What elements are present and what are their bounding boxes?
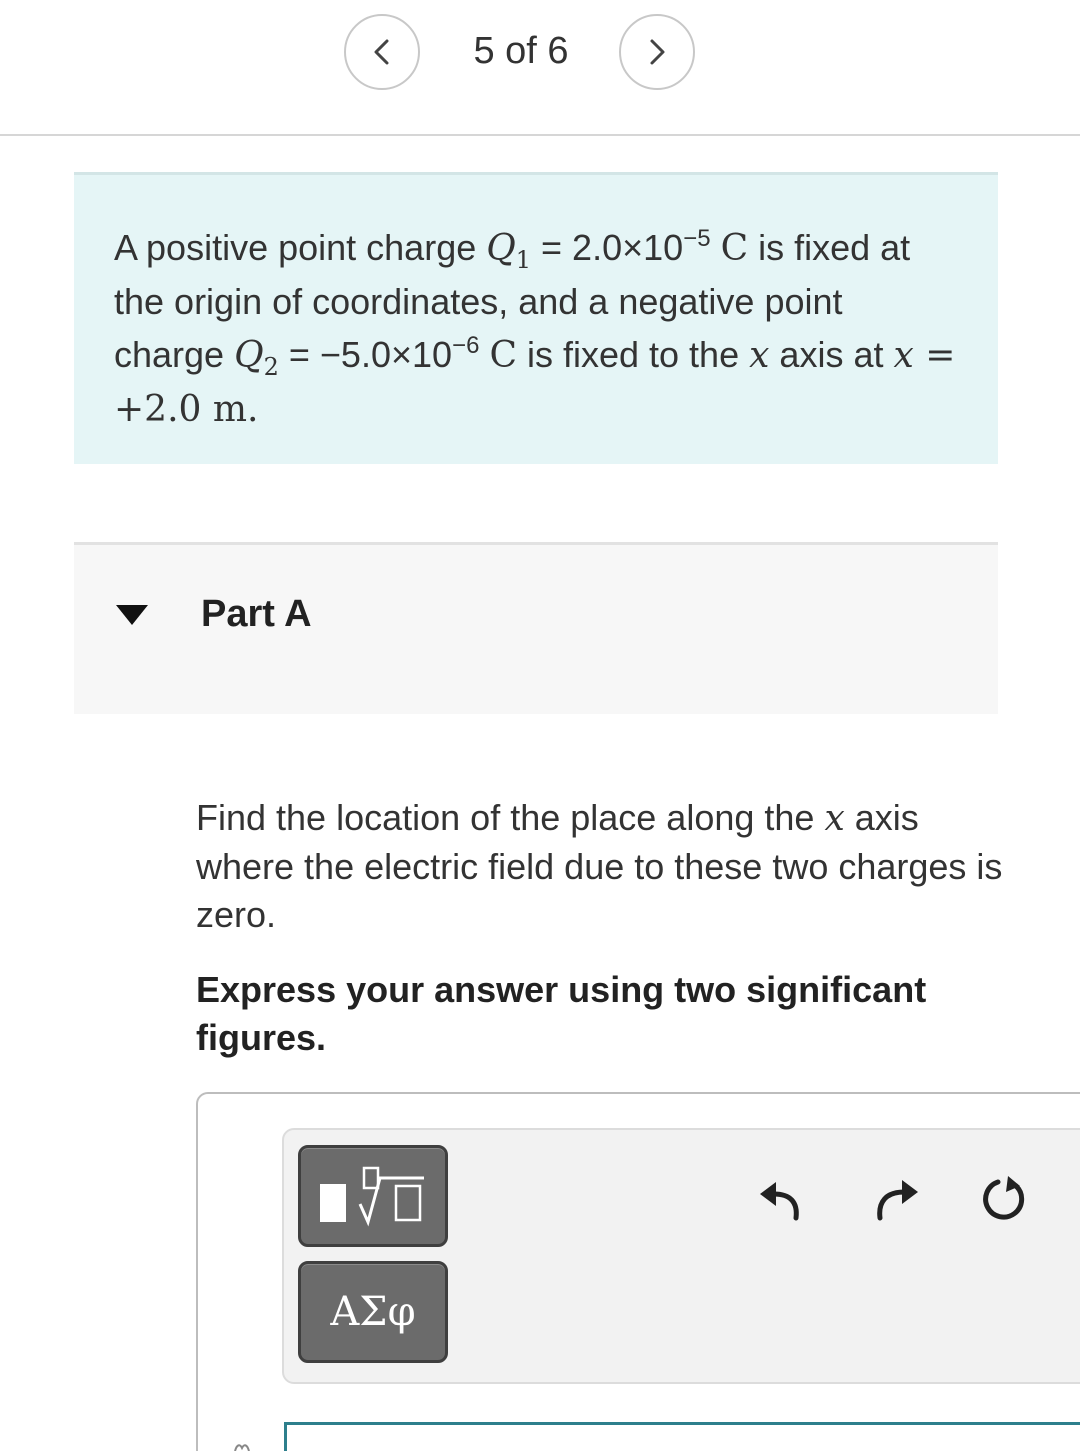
q2-symbol: $Q_2$ bbox=[234, 335, 279, 381]
previous-button[interactable] bbox=[344, 14, 420, 90]
question-text-part: axis where the electric field due to these two charges is zero. bbox=[196, 797, 1003, 935]
math-templates-icon bbox=[314, 1164, 432, 1228]
answer-instruction: Express your answer using two significant figures. bbox=[196, 969, 927, 1058]
problem-text-part: is fixed at the origin of coordinates, and a negative point charge bbox=[114, 227, 911, 375]
position-variable: x bbox=[893, 335, 914, 376]
problem-text-part: = −5.0×10 bbox=[278, 334, 453, 375]
caret-down-icon bbox=[116, 605, 148, 627]
question-text bbox=[196, 794, 1016, 939]
reset-icon[interactable] bbox=[978, 1172, 1030, 1224]
question-variable: x bbox=[824, 798, 845, 839]
problem-statement bbox=[74, 172, 998, 464]
q2-exponent: −6 bbox=[452, 332, 480, 359]
part-a-header[interactable] bbox=[74, 542, 998, 714]
chevron-right-icon bbox=[642, 37, 672, 67]
undo-icon[interactable] bbox=[756, 1172, 808, 1224]
templates-button[interactable] bbox=[298, 1145, 448, 1247]
part-title: Part A bbox=[201, 593, 312, 635]
position-value: = +2.0 m. bbox=[114, 335, 956, 430]
question-text-part: Find the location of the place along the bbox=[196, 797, 825, 838]
problem-text-part: is fixed to the bbox=[516, 334, 750, 375]
unit-coulomb: C bbox=[720, 228, 749, 269]
answer-input[interactable] bbox=[284, 1422, 1080, 1451]
q1-exponent: −5 bbox=[683, 225, 711, 252]
problem-text bbox=[114, 221, 958, 436]
greek-symbols-button[interactable]: ΑΣφ bbox=[298, 1261, 448, 1363]
chevron-left-icon bbox=[367, 37, 397, 67]
problem-text-part: axis at bbox=[769, 334, 894, 375]
problem-text-part: = 2.0×10 bbox=[531, 227, 684, 268]
input-label-icon bbox=[234, 1442, 250, 1451]
problem-text-part: A positive point charge bbox=[114, 227, 487, 268]
pager-label: 5 of 6 bbox=[473, 30, 569, 72]
next-button[interactable] bbox=[619, 14, 695, 90]
unit-coulomb: C bbox=[489, 335, 517, 376]
q1-symbol: $Q_1$ bbox=[486, 228, 532, 274]
axis-variable: x bbox=[749, 335, 770, 376]
question-pager bbox=[0, 0, 1080, 136]
redo-icon[interactable] bbox=[872, 1172, 924, 1224]
